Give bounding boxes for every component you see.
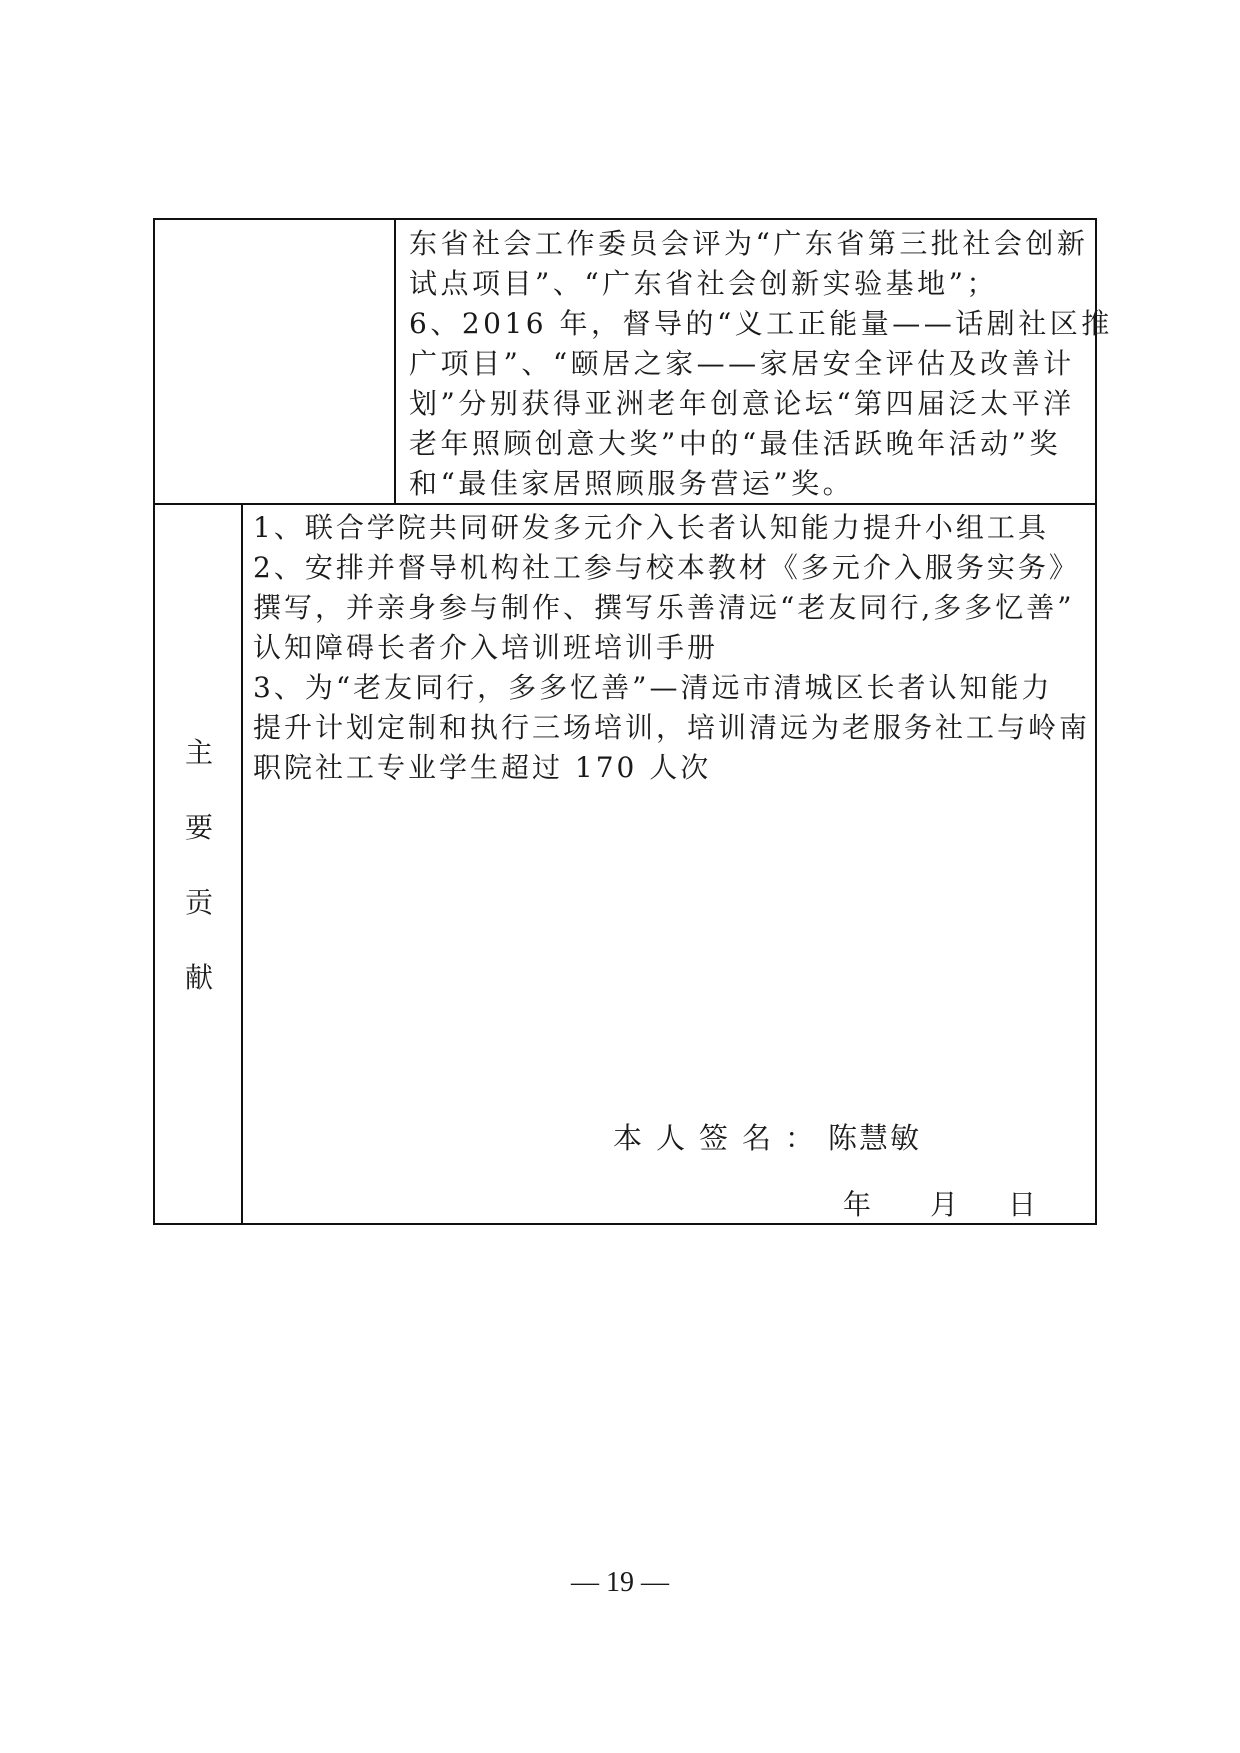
date-day: 日 [1008,1188,1037,1221]
contribution-line: 提升计划定制和执行三场培训，培训清远为老服务社工与岭南 [253,711,1091,744]
contribution-line: 2、安排并督导机构社工参与校本教材《多元介入服务实务》 [253,551,1080,584]
label-char-4: 献 [185,961,214,994]
date-row [843,1183,1043,1223]
upper-row-divider [394,218,396,504]
lower-row-divider [241,504,243,1225]
contribution-line: 3、为“老友同行，多多忆善”—清远市清城区长者认知能力 [253,671,1053,704]
upper-line: 和“最佳家居照顾服务营运”奖。 [409,467,855,500]
upper-cell-text [409,224,1113,504]
contribution-line: 职院社工专业学生超过 170 人次 [253,751,712,784]
page-number: — 19 — [571,1567,669,1598]
contribution-text [253,508,1090,788]
contribution-line: 认知障碍长者介入培训班培训手册 [253,631,719,664]
contribution-line: 撰写，并亲身参与制作、撰写乐善清远“老友同行,多多忆善” [253,591,1075,624]
contribution-line: 1、联合学院共同研发多元介入长者认知能力提升小组工具 [253,511,1049,544]
upper-line: 老年照顾创意大奖”中的“最佳活跃晚年活动”奖 [409,427,1061,460]
upper-line: 试点项目”、“广东省社会创新实验基地”； [409,267,998,300]
upper-line: 广项目”、“颐居之家——家居安全评估及改善计 [409,347,1075,380]
date-month: 月 [930,1188,959,1221]
signature-label: 本人签名： [613,1121,829,1155]
label-char-3: 贡 [185,886,214,919]
signature-line [613,1116,921,1157]
upper-line: 6、2016 年，督导的“义工正能量——话剧社区推 [409,307,1113,340]
date-year: 年 [843,1188,872,1221]
upper-line: 东省社会工作委员会评为“广东省第三批社会创新 [409,227,1089,260]
label-char-2: 要 [185,811,214,844]
signature-name: 陈慧敏 [828,1121,922,1155]
upper-line: 划”分别获得亚洲老年创意论坛“第四届泛太平洋 [409,387,1075,420]
contribution-table [153,218,1113,1225]
label-char-1: 主 [185,736,214,769]
